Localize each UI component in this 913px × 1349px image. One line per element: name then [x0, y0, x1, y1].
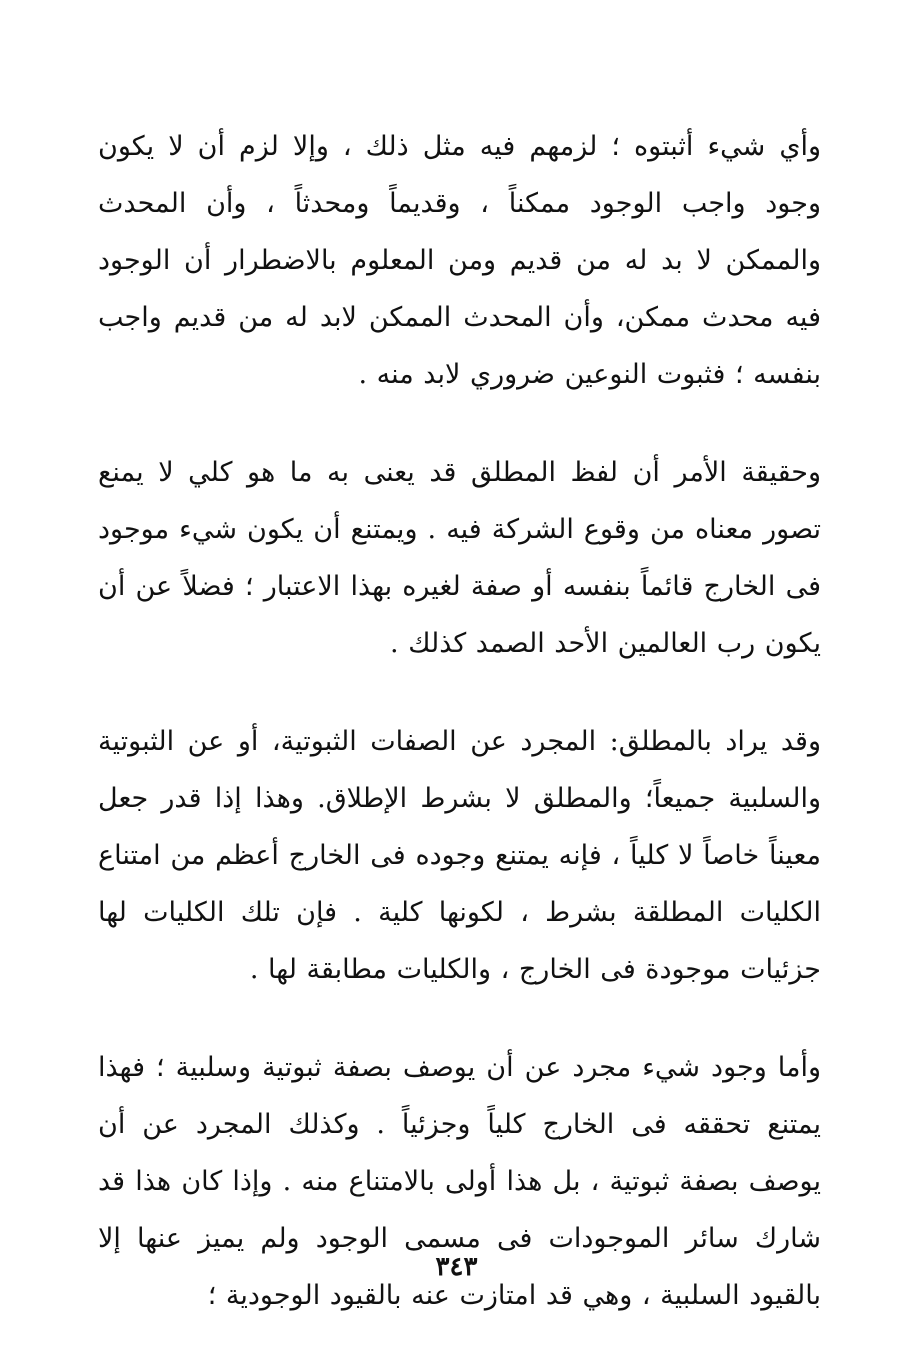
- paragraph-2: وحقيقة الأمر أن لفظ المطلق قد يعنى به ما هو كلي لا يمنع تصور معناه من وقوع الشركة فيه . ويمتنع أن يكون شيء موجود فى الخارج قائماً بنفسه أو صفة لغيره بهذا الاعتبار ؛ فضلاً عن أن يكون رب العالمين الأحد الصمد كذلك .: [98, 457, 821, 659]
- paragraph-4: وأما وجود شيء مجرد عن أن يوصف بصفة ثبوتية وسلبية ؛ فهذا يمتنع تحققه فى الخارج كلياً وجزئياً . وكذلك المجرد عن أن يوصف بصفة ثبوتية ، بل هذا أولى بالامتناع منه . وإذا كان هذا قد شارك سائر الموجودات فى مسمى الوجود ولم يميز عنها إلا بالقيود السلبية ، وهي قد امتازت عنه بالقيود الوجودية ؛: [98, 1052, 822, 1311]
- page-number: ٣٤٣: [435, 1252, 478, 1282]
- paragraph-3: وقد يراد بالمطلق: المجرد عن الصفات الثبوتية، أو عن الثبوتية والسلبية جميعاً؛ والمطلق لا بشرط الإطلاق. وهذا إذا قدر جعل معيناً خاصاً لا كلياً ، فإنه يمتنع وجوده فى الخارج أعظم من امتناع الكليات المطلقة بشرط ، لكونها كلية . فإن تلك الكليات لها جزئيات موجودة فى الخارج ، والكليات مطابقة لها .: [98, 726, 821, 985]
- paragraph-1: وأي شيء أثبتوه ؛ لزمهم فيه مثل ذلك ، وإلا لزم أن لا يكون وجود واجب الوجود ممكناً ، وقديماً ومحدثاً ، وأن المحدث والممكن لا بد له من قديم ومن المعلوم بالاضطرار أن الوجود فيه محدث ممكن، وأن المحدث الممكن لابد له من قديم واجب بنفسه ؛ فثبوت النوعين ضروري لابد منه .: [98, 131, 821, 390]
- body-text: [98, 118, 821, 1324]
